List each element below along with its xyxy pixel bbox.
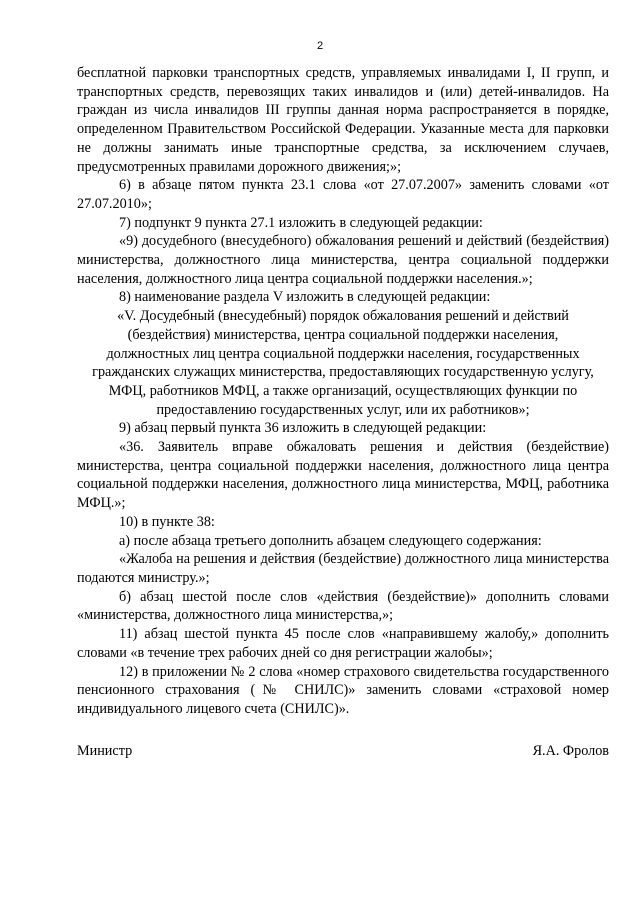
paragraph: б) абзац шестой после слов «действия (бездействие)» дополнить словами «министерства, должностного лица министерства,»; <box>77 588 609 624</box>
paragraph: «Жалоба на решения и действия (бездействие) должностного лица министерства подаются министру.»; <box>77 551 609 586</box>
paragraph: 9) абзац первый пункта 36 изложить в следующей редакции: <box>119 420 487 437</box>
paragraph: «V. Досудебный (внесудебный) порядок обжалования решений и действий (бездействия) министерства, центра социальной поддержки населения, должностных лиц центра социальной поддержки населения, государственных гражданских служащих министерства, предоставляющих государственную услугу, МФЦ, работников МФЦ, а также организаций, осуществляющих функции по предоставлению государственных услуг, или их работников»; <box>92 308 594 418</box>
page-number: 2 <box>316 40 324 52</box>
paragraph: «9) досудебного (внесудебного) обжалования решений и действий (бездействия) министерства, должностного лица министерства, центра социальной поддержки населения, должностного лица центра социальной поддержки населения.»; <box>77 233 609 287</box>
document-body <box>77 64 609 719</box>
paragraph: бесплатной парковки транспортных средств, управляемых инвалидами I, II групп, и транспортных средств, перевозящих таких инвалидов и (или) детей-инвалидов. На граждан из числа инвалидов III группы данная норма распространяется в порядке, определенном Правительством Российской Федерации. Указанные места для парковки не должны занимать иные транспортные средства, за исключением случаев, предусмотренных правилами дорожного движения;»; <box>77 65 609 175</box>
paragraph: 7) подпункт 9 пункта 27.1 изложить в следующей редакции: <box>119 214 483 231</box>
paragraph: 11) абзац шестой пункта 45 после слов «направившему жалобу,» дополнить словами «в течение трех рабочих дней со дня регистрации жалобы»; <box>77 626 609 661</box>
paragraph: 10) в пункте 38: <box>119 513 215 530</box>
signatory-name: Я.А. Фролов <box>532 743 609 759</box>
signatory-title: Министр <box>77 743 133 759</box>
paragraph: 12) в приложении № 2 слова «номер страхового свидетельства государственного пенсионного страхования (№ СНИЛС)» заменить словами «страховой номер индивидуального лицевого счета (СНИЛС)». <box>77 663 609 717</box>
signature-block <box>77 742 609 761</box>
paragraph: «36. Заявитель вправе обжаловать решения и действия (бездействие) министерства, центра социальной поддержки населения, должностного лица центра социальной поддержки населения, должностного лица министерства, МФЦ, работника МФЦ.»; <box>77 439 609 512</box>
paragraph: а) после абзаца третьего дополнить абзацем следующего содержания: <box>119 532 542 549</box>
paragraph: 8) наименование раздела V изложить в следующей редакции: <box>119 289 491 306</box>
paragraph: 6) в абзаце пятом пункта 23.1 слова «от 27.07.2007» заменить словами «от 27.07.2010»; <box>77 177 609 212</box>
